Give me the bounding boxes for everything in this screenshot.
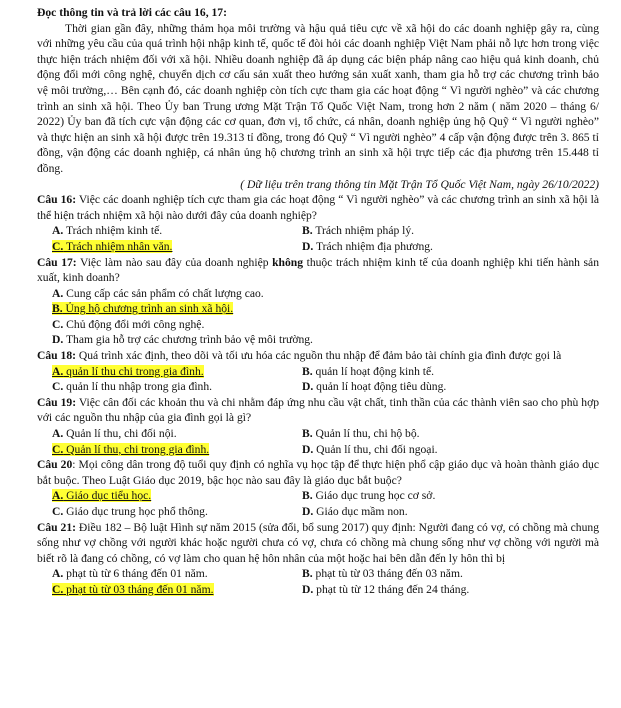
reading-passage: Thời gian gần đây, những thảm họa môi trường và hậu quả tiêu cực về xã hội do các doanh nghiệp gây ra, cùng với những yêu cầu của quá trình hội nhập kinh tế, quốc tế đòi hỏi các doanh nghiệp Việt Nam phải nỗ lực hơn trong việc thực hiện trách nhiệm đối với xã hội. Nhiều doanh nghiệp đã áp dụng các biện pháp nâng cao hiệu quả kinh doanh, chủ động đổi mới công nghệ, chuyển dịch cơ cấu sản xuất theo hướng sản xuất xanh, tham gia hỗ trợ các chương trình bảo vệ môi trường,… Bên cạnh đó, các doanh nghiệp còn tích cực tham gia các hoạt động “ Vì người nghèo” và các chương trình an sinh xã hội. Theo Ủy ban Trung ương Mặt Trận Tổ Quốc Việt Nam, trong hơn 2 năm ( năm 2020 – tháng 6/ 2022) Ủy ban đã tích cực vận động các cơ quan, đơn vị, tổ chức, cá nhân, doanh nghiệp ủng hộ Quỹ “ Vì người nghèo” và thực hiện an sinh xã hội được trên 19.313 tỉ đồng, trong đó Quỹ “ Vì người nghèo” 4 cấp vận động được trên 3. 865 tỉ đồng, vận động các doanh nghiệp, cá nhân ủng hộ chương trình an sinh xã hội trực tiếp các địa phương trên 15.448 tỉ đồng. bbox=[37, 21, 599, 175]
option-text: Cung cấp các sản phẩm có chất lượng cao. bbox=[63, 286, 264, 300]
option-letter: B. bbox=[302, 224, 313, 238]
option-text: Trách nhiệm kinh tế. bbox=[63, 224, 163, 238]
document-content bbox=[37, 5, 599, 598]
option-c[interactable] bbox=[37, 317, 599, 333]
option-letter: D. bbox=[302, 239, 314, 253]
option-d[interactable] bbox=[302, 582, 599, 598]
option-d[interactable] bbox=[37, 332, 599, 348]
question-label: Câu 17: bbox=[37, 255, 77, 269]
option-text: Quản lí thu, chi hộ bộ. bbox=[312, 427, 420, 441]
question-label: Câu 16: bbox=[37, 193, 77, 207]
option-letter: A. bbox=[52, 427, 64, 441]
question-20 bbox=[37, 457, 599, 519]
option-letter: C. bbox=[52, 442, 64, 456]
option-text: quản lí hoạt động kinh tế. bbox=[312, 364, 435, 378]
option-text: Tham gia hỗ trợ các chương trình bảo vệ môi trường. bbox=[63, 333, 313, 347]
option-row bbox=[37, 566, 599, 582]
answer-highlight bbox=[52, 443, 209, 456]
option-text: Trách nhiệm pháp lý. bbox=[312, 224, 415, 238]
option-row bbox=[37, 223, 599, 239]
option-letter: B. bbox=[52, 302, 63, 316]
option-letter: C. bbox=[52, 505, 64, 518]
option-letter: D. bbox=[52, 333, 64, 347]
option-b[interactable] bbox=[37, 301, 599, 317]
option-letter: C. bbox=[52, 380, 64, 394]
option-d[interactable] bbox=[302, 379, 599, 395]
option-letter: B. bbox=[302, 489, 313, 503]
section-heading: Đọc thông tin và trả lời các câu 16, 17: bbox=[37, 6, 227, 19]
question-19 bbox=[37, 395, 599, 457]
option-text: Giáo dục tiểu học. bbox=[63, 489, 152, 503]
option-text: phạt tù từ 03 tháng đến 03 năm. bbox=[312, 567, 463, 581]
option-c[interactable] bbox=[37, 504, 302, 520]
option-b[interactable] bbox=[302, 364, 599, 380]
option-text: Giáo dục trung học cơ sở. bbox=[312, 489, 436, 503]
question-18 bbox=[37, 348, 599, 395]
option-text: Trách nhiệm nhân văn. bbox=[63, 239, 173, 253]
question-text: thuộc trách nhiệm kinh tế của doanh nghiệp khi tiến hành sản xuất, kinh doanh? bbox=[37, 255, 599, 285]
option-letter: A. bbox=[52, 224, 64, 238]
option-text: quản lí thu nhập trong gia đình. bbox=[63, 380, 213, 394]
answer-highlight bbox=[52, 583, 214, 596]
option-row bbox=[37, 504, 599, 520]
option-b[interactable] bbox=[302, 426, 599, 442]
question-stem bbox=[37, 520, 599, 567]
question-text: Điều 182 – Bộ luật Hình sự năm 2015 (sửa đổi, bổ sung 2017) quy định: Người đang có vợ, có chồng mà chung sống như vợ chồng với người khác hoặc người chưa có vợ, chưa có chồng mà chung sống như vợ chồng với người mà biết rõ là đang có chồng, có vợ làm cho quan hệ hôn nhân của một hoặc hai bên dẫn đến ly hôn thì bị bbox=[37, 520, 599, 565]
option-letter: C. bbox=[52, 582, 64, 596]
question-stem bbox=[37, 192, 599, 223]
option-row bbox=[37, 364, 599, 380]
option-row bbox=[37, 426, 599, 442]
option-letter: A. bbox=[52, 286, 64, 300]
option-a[interactable] bbox=[37, 364, 302, 380]
option-c[interactable] bbox=[37, 442, 302, 458]
question-17 bbox=[37, 255, 599, 349]
option-text: Trách nhiệm địa phương. bbox=[313, 239, 433, 253]
option-letter: D. bbox=[302, 380, 314, 394]
option-row bbox=[37, 239, 599, 255]
option-row bbox=[37, 379, 599, 395]
option-c[interactable] bbox=[37, 239, 302, 255]
question-16 bbox=[37, 192, 599, 254]
option-text: Quản lí thu, chi đối nội. bbox=[63, 427, 177, 441]
option-letter: C. bbox=[52, 317, 64, 331]
option-row bbox=[37, 488, 599, 504]
option-text: phạt tù từ 6 tháng đến 01 năm. bbox=[63, 567, 208, 581]
option-a[interactable] bbox=[37, 286, 599, 302]
option-row bbox=[37, 442, 599, 458]
question-text: Việc làm nào sau đây của doanh nghiệp bbox=[76, 255, 273, 269]
question-21 bbox=[37, 520, 599, 598]
option-b[interactable] bbox=[302, 566, 599, 582]
answer-highlight bbox=[52, 489, 151, 502]
option-c[interactable] bbox=[37, 582, 302, 598]
option-text: phạt tù từ 12 tháng đến 24 tháng. bbox=[313, 582, 470, 596]
option-text: Ủng hộ chương trình an sinh xã hội. bbox=[62, 302, 234, 316]
question-stem bbox=[37, 348, 599, 364]
option-letter: A. bbox=[52, 364, 64, 378]
option-text: Giáo dục trung học phổ thông. bbox=[63, 505, 208, 518]
option-c[interactable] bbox=[37, 379, 302, 395]
option-d[interactable] bbox=[302, 504, 599, 520]
question-label: Câu 20 bbox=[37, 458, 73, 472]
answer-highlight bbox=[52, 365, 204, 378]
question-stem bbox=[37, 395, 599, 426]
option-a[interactable] bbox=[37, 566, 302, 582]
option-text: quản lí hoạt động tiêu dùng. bbox=[313, 380, 447, 394]
option-letter: D. bbox=[302, 442, 314, 456]
option-b[interactable] bbox=[302, 223, 599, 239]
answer-highlight bbox=[52, 302, 233, 315]
option-a[interactable] bbox=[37, 426, 302, 442]
question-stem bbox=[37, 255, 599, 286]
option-letter: D. bbox=[302, 505, 314, 518]
question-text: Việc cân đối các khoản thu và chi nhằm đáp ứng nhu cầu vật chất, tinh thần của các thành viên sao cho phù hợp với các nguồn thu nhập của gia đình gọi là gì? bbox=[37, 395, 599, 425]
answer-highlight bbox=[52, 240, 172, 253]
option-text: quản lí thu chi trong gia đình. bbox=[63, 364, 204, 378]
option-text: Quản lí thu, chi trong gia đình. bbox=[63, 442, 210, 456]
option-letter: B. bbox=[302, 364, 313, 378]
option-a[interactable] bbox=[37, 223, 302, 239]
option-b[interactable] bbox=[302, 488, 599, 504]
option-letter: D. bbox=[302, 582, 314, 596]
option-text: phạt tù từ 03 tháng đến 01 năm. bbox=[63, 582, 214, 596]
question-stem bbox=[37, 457, 599, 488]
option-d[interactable] bbox=[302, 239, 599, 255]
question-label: Câu 18: bbox=[37, 349, 76, 363]
option-row bbox=[37, 582, 599, 598]
option-letter: B. bbox=[302, 567, 313, 581]
option-d[interactable] bbox=[302, 442, 599, 458]
question-text: Quá trình xác định, theo dõi và tối ưu hóa các nguồn thu nhập để đảm bảo tài chính gia đình được gọi là bbox=[75, 349, 562, 363]
question-label: Câu 19: bbox=[37, 395, 77, 409]
source-citation: ( Dữ liệu trên trang thông tin Mặt Trận Tổ Quốc Việt Nam, ngày 26/10/2022) bbox=[240, 177, 599, 191]
emphasis-word: không bbox=[272, 255, 304, 269]
question-label: Câu 21: bbox=[37, 520, 76, 534]
option-letter: A. bbox=[52, 567, 64, 581]
option-letter: C. bbox=[52, 239, 64, 253]
option-text: Quản lí thu, chi đối ngoại. bbox=[313, 442, 438, 456]
option-text: Chủ động đổi mới công nghệ. bbox=[63, 317, 205, 331]
option-text: Giáo dục mầm non. bbox=[313, 505, 408, 518]
question-text: Việc các doanh nghiệp tích cực tham gia các hoạt động “ Vì người nghèo” và các chương trình an sinh xã hội là thể hiện trách nhiệm xã hội nào dưới đây của doanh nghiệp? bbox=[37, 193, 599, 222]
question-text: : Mọi công dân trong độ tuổi quy định có nghĩa vụ học tập để thực hiện phổ cập giáo dục và hoàn thành giáo dục bắt buộc. Theo Luật Giáo dục 2019, bậc học nào sau đây là giáo dục bắt buộc? bbox=[37, 458, 599, 487]
option-a[interactable] bbox=[37, 488, 302, 504]
option-letter: B. bbox=[302, 427, 313, 441]
option-letter: A. bbox=[52, 489, 64, 503]
